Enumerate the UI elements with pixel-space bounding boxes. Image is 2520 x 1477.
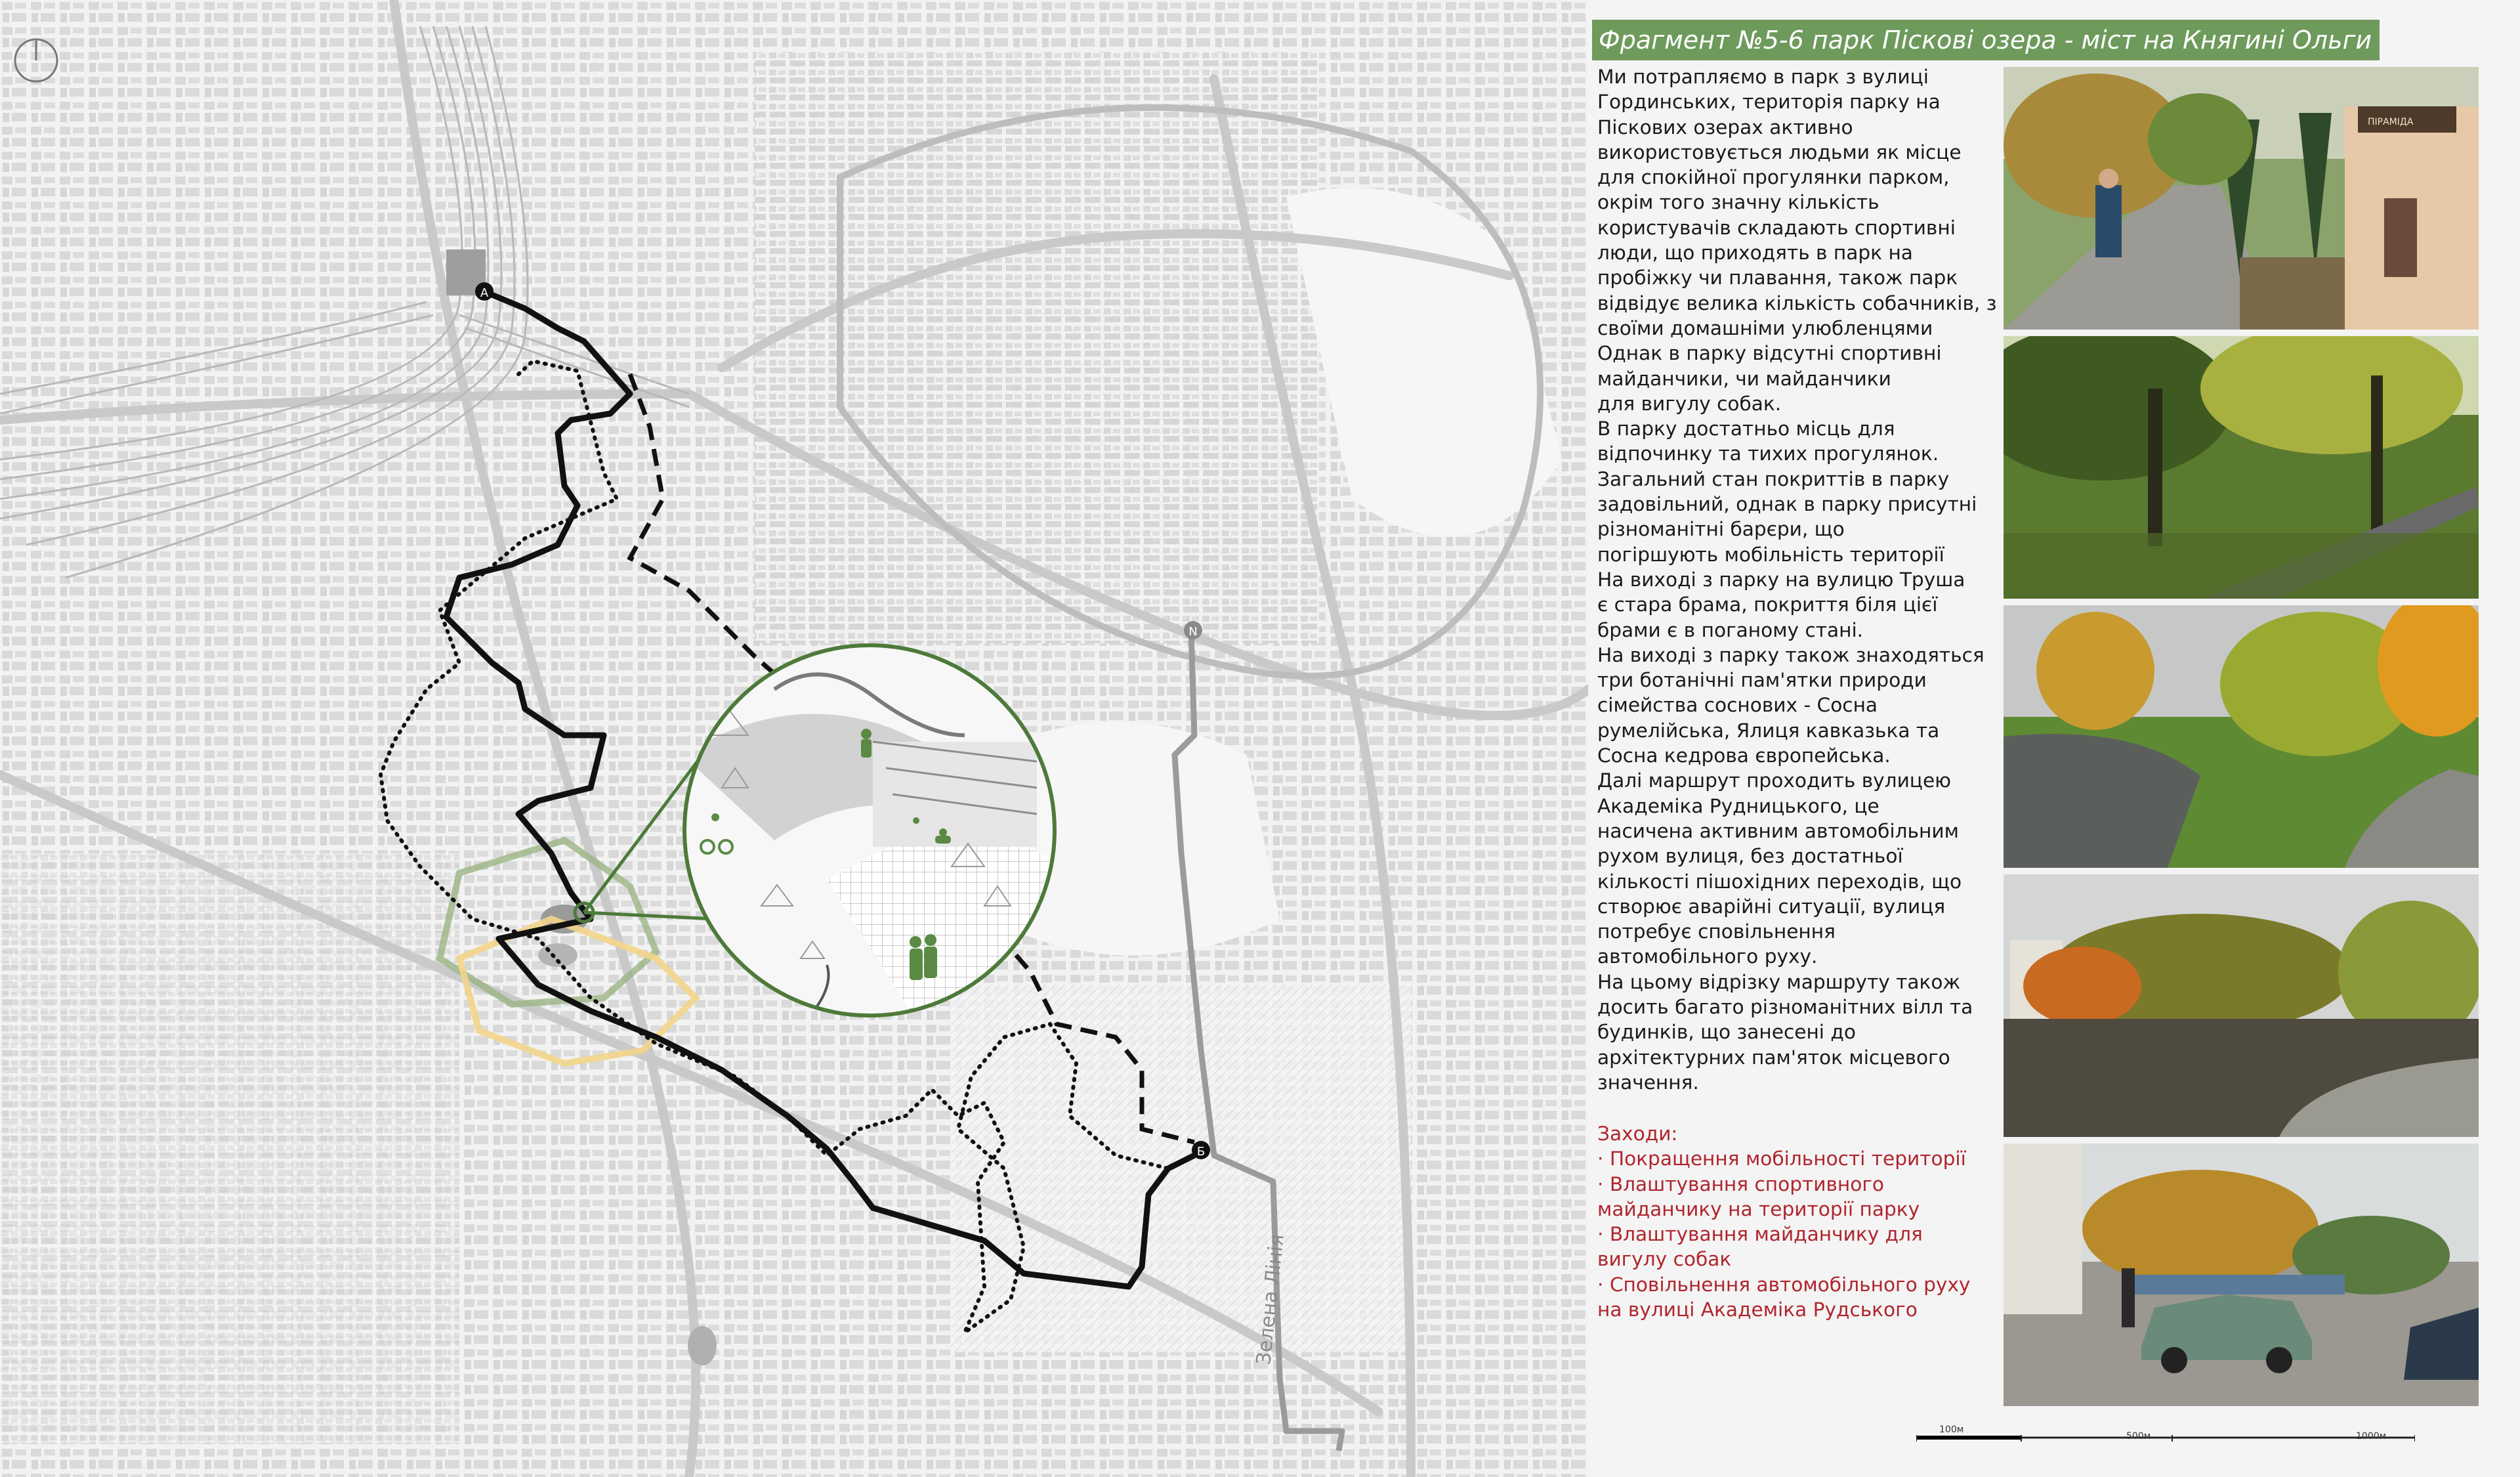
green-line-label: Зелена Лінія [1252, 1233, 1289, 1366]
description-line: для спокійної прогулянки парком, [1597, 166, 1950, 189]
description-line: кількості пішохідних переходів, що [1597, 870, 1962, 893]
description-line: Ми потрапляємо в парк з вулиці [1597, 66, 1929, 88]
description-line: пробіжку чи плавання, також парк [1597, 267, 1958, 289]
description-line: є стара брама, покриття біля цієї [1597, 593, 1938, 616]
measure-item: майданчику на території парку [1597, 1197, 1920, 1220]
description-line: сімейства соснових - Сосна [1597, 694, 1878, 717]
description-line: значення. [1597, 1071, 1699, 1094]
description-line: окрім того значну кількість [1597, 191, 1880, 214]
measure-item: · Покращення мобільності території [1597, 1147, 1966, 1170]
description-line: погіршують мобільність території [1597, 543, 1944, 566]
marker-a [475, 282, 494, 301]
marker-b [1192, 1141, 1210, 1159]
description-line: задовільний, однак в парку присутні [1597, 493, 1977, 516]
photo-lake-shore [2004, 605, 2479, 868]
description-line: насичена активним автомобільним [1597, 819, 1959, 842]
measure-item: на вулиці Академіка Рудського [1597, 1298, 1918, 1321]
svg-text:Б: Б [1196, 1145, 1206, 1159]
description-line: досить багато різноманітних вілл та [1597, 995, 1973, 1018]
description-line: В парку достатньо місць для [1597, 417, 1895, 440]
scale-bar [1916, 1424, 2415, 1451]
measures-list [1597, 1121, 2004, 1322]
description-line: своїми домашніми улюбленцями [1597, 316, 1933, 339]
description-line: рухом вулиця, без достатньої [1597, 845, 1903, 868]
photo-pond [2004, 874, 2479, 1137]
description-line: люди, що приходять в парк на [1597, 242, 1913, 265]
scale-label-1000: 1000м [2356, 1431, 2387, 1442]
scale-label-100: 100м [1939, 1424, 1964, 1435]
description-line: різноманітні барєри, що [1597, 518, 1845, 541]
page-title: Фрагмент №5-6 парк Піскові озера - міст на Княгині Ольги [1592, 20, 2380, 60]
description-line: будинків, що занесені до [1597, 1021, 1856, 1044]
description-line: румелійська, Ялиця кавказька та [1597, 719, 1940, 742]
description-line: архітектурних пам'яток місцевого [1597, 1046, 1950, 1069]
description-line: Піскових озерах активно [1597, 116, 1853, 139]
south-west-blocks [0, 853, 459, 1444]
photo-park-alley [2004, 336, 2479, 599]
photo-column [2004, 67, 2479, 1413]
description-line: потребує сповільнення [1597, 920, 1836, 943]
description-line: створює аварійні ситуації, вулиця [1597, 895, 1946, 918]
description-line: майданчики, чи майданчики [1597, 367, 1891, 390]
description-line: відпочинку та тихих прогулянок. [1597, 442, 1939, 465]
svg-text:N: N [1188, 625, 1198, 639]
scale-label-500: 500м [2126, 1431, 2151, 1442]
description-line: відвідує велика кількість собачників, з [1597, 291, 1997, 314]
description-line: Сосна кедрова європейська. [1597, 744, 1891, 767]
measure-item: · Влаштування спортивного [1597, 1172, 1885, 1195]
description-line: використовується людьми як місце [1597, 140, 1962, 163]
description-line: брами є в поганому стані. [1597, 618, 1864, 641]
description-line: автомобільного руху. [1597, 945, 1818, 968]
description-line: Академіка Рудницького, це [1597, 794, 1880, 817]
description-line: для вигулу собак. [1597, 392, 1782, 415]
description-line: Гординських, територія парку на [1597, 91, 1941, 114]
measures-heading: Заходи: [1597, 1123, 1678, 1145]
lake-3 [688, 1326, 717, 1365]
measure-item: вигулу собак [1597, 1248, 1732, 1271]
description-line: Загальний стан покриттів в парку [1597, 467, 1950, 490]
svg-text:ПІРАМІДА: ПІРАМІДА [2368, 117, 2414, 127]
measure-item: · Влаштування майданчику для [1597, 1223, 1923, 1246]
description-line: три ботанічні пам'ятки природи [1597, 669, 1927, 692]
svg-text:А: А [480, 286, 489, 300]
description-line: Однак в парку відсутні спортивні [1597, 342, 1942, 365]
description-line: На виході з парку на вулицю Труша [1597, 568, 1965, 591]
photo-park-entrance [2004, 67, 2479, 330]
description-line: Далі маршрут проходить вулицею [1597, 769, 1952, 792]
description-line: На цьому відрізку маршруту також [1597, 970, 1961, 993]
description-line: користувачів складають спортивні [1597, 216, 1956, 239]
measure-item: · Сповільнення автомобільного руху [1597, 1273, 1971, 1296]
marker-n [1184, 621, 1202, 639]
description-line: На виході з парку також знаходяться [1597, 643, 1984, 666]
description-text [1597, 64, 2004, 1095]
photo-street-car [2004, 1144, 2479, 1406]
